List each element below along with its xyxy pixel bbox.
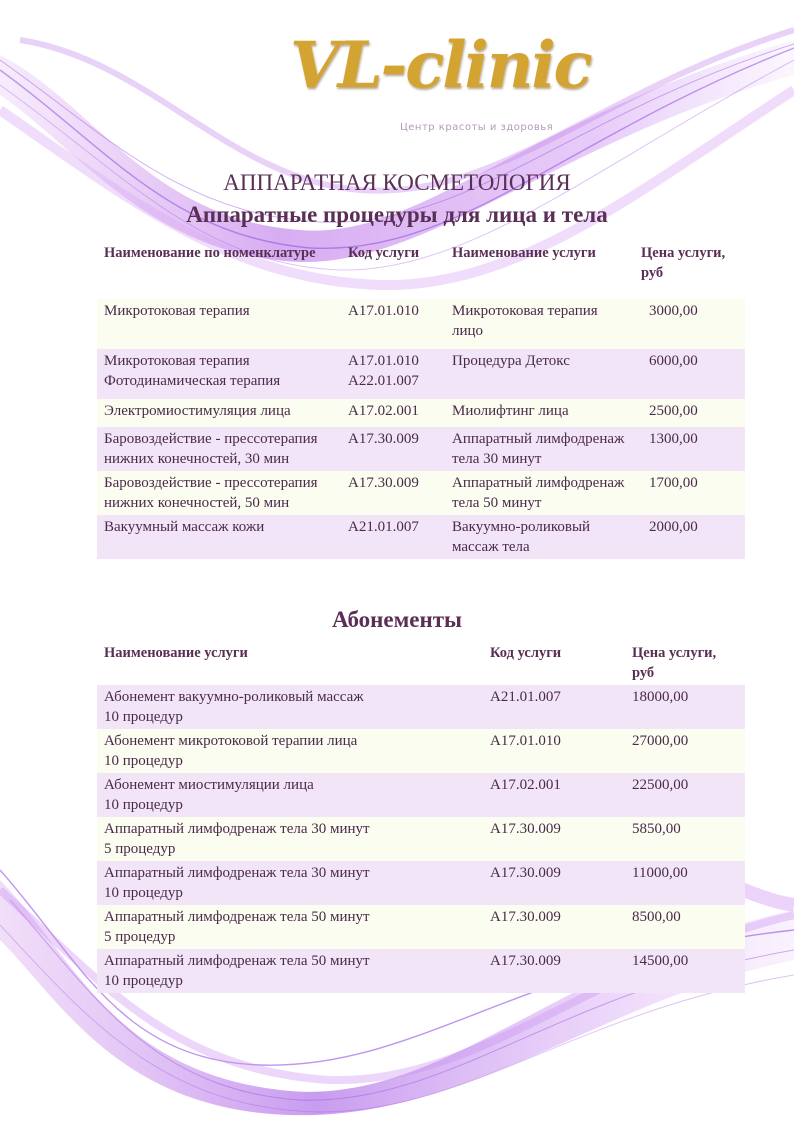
procedure-count: 10 процедур [104,973,183,989]
subscriptions-table [97,641,745,993]
cell-price: 6000,00 [634,349,745,399]
cell-code: A21.01.007 [341,515,445,559]
page-subtitle: Аппаратные процедуры для лица и тела [186,202,608,227]
service-name: Аппаратный лимфодренаж тела 50 минут [104,909,370,925]
service-name: Абонемент миостимуляции лица [104,777,314,793]
cell-service: Микротоковая терапия лицо [445,299,634,349]
cell-service [97,685,483,729]
cell-service [97,729,483,773]
cell-code: A17.01.010 A22.01.007 [341,349,445,399]
table-row [97,471,745,515]
cell-price: 1700,00 [634,471,745,515]
cell-code: A17.30.009 [483,817,625,861]
logo-tagline: Центр красоты и здоровья [400,122,554,133]
table-row [97,399,745,427]
cell-code: A17.30.009 [341,471,445,515]
column-header-service: Наименование услуги [104,645,248,661]
table-row [97,427,745,471]
cell-service [97,817,483,861]
cell-service [97,861,483,905]
clinic-logo [290,28,591,138]
column-header-nomenclature: Наименование по номенклатуре [104,245,316,261]
column-header-code: Код услуги [490,645,562,661]
cell-price: 3000,00 [634,299,745,349]
cell-price: 18000,00 [625,685,745,729]
table-row [97,299,745,349]
cell-code: A17.02.001 [483,773,625,817]
table-row [97,861,745,905]
table-row [97,515,745,559]
cell-service: Аппаратный лимфодренаж тела 50 минут [445,471,634,515]
column-header-price: Цена услуги, руб [632,645,717,681]
procedure-count: 10 процедур [104,709,183,725]
cell-price: 2000,00 [634,515,745,559]
procedure-count: 10 процедур [104,885,183,901]
cell-code: A21.01.007 [483,685,625,729]
cell-code: A17.01.010 [341,299,445,349]
table-row [97,773,745,817]
procedure-count: 5 процедур [104,841,176,857]
cell-price: 8500,00 [625,905,745,949]
cell-service: Аппаратный лимфодренаж тела 30 минут [445,427,634,471]
cell-price: 27000,00 [625,729,745,773]
table-row [97,905,745,949]
cell-service: Процедура Детокс [445,349,634,399]
service-name: Абонемент микротоковой терапии лица [104,733,358,749]
cell-service [97,773,483,817]
cell-code: A17.30.009 [483,905,625,949]
cell-price: 5850,00 [625,817,745,861]
cell-nomenclature: Микротоковая терапия Фотодинамическая терапия [97,349,341,399]
cell-service [97,905,483,949]
cell-price: 1300,00 [634,427,745,471]
service-name: Аппаратный лимфодренаж тела 30 минут [104,865,370,881]
cell-price: 11000,00 [625,861,745,905]
column-header-service: Наименование услуги [452,245,596,261]
procedures-table [97,241,745,559]
table-row [97,349,745,399]
cell-price: 22500,00 [625,773,745,817]
cell-nomenclature: Вакуумный массаж кожи [97,515,341,559]
cell-price: 14500,00 [625,949,745,993]
service-name: Абонемент вакуумно-роликовый массаж [104,689,364,705]
column-header-code: Код услуги [348,245,420,261]
subscriptions-title: Абонементы [332,607,462,632]
table-row [97,729,745,773]
cell-service: Миолифтинг лица [445,399,634,427]
cell-code: A17.30.009 [483,861,625,905]
table-header-row [97,241,745,285]
column-header-price: Цена услуги, руб [641,245,726,281]
cell-code: A17.30.009 [341,427,445,471]
procedure-count: 10 процедур [104,753,183,769]
cell-code: A17.01.010 [483,729,625,773]
cell-service: Вакуумно-роликовый массаж тела [445,515,634,559]
table-row [97,817,745,861]
service-name: Аппаратный лимфодренаж тела 50 минут [104,953,370,969]
procedure-count: 10 процедур [104,797,183,813]
cell-nomenclature: Баровоздействие - прессотерапия нижних конечностей, 50 мин [97,471,341,515]
table-header-row [97,641,745,685]
procedure-count: 5 процедур [104,929,176,945]
logo-brand-text: VL-clinic [290,28,591,103]
table-row [97,685,745,729]
cell-code: A17.02.001 [341,399,445,427]
cell-code: A17.30.009 [483,949,625,993]
page-title: АППАРАТНАЯ КОСМЕТОЛОГИЯ [223,170,571,195]
cell-nomenclature: Микротоковая терапия [97,299,341,349]
service-name: Аппаратный лимфодренаж тела 30 минут [104,821,370,837]
cell-service [97,949,483,993]
table-row [97,949,745,993]
cell-price: 2500,00 [634,399,745,427]
cell-nomenclature: Баровоздействие - прессотерапия нижних конечностей, 30 мин [97,427,341,471]
cell-nomenclature: Электромиостимуляция лица [97,399,341,427]
